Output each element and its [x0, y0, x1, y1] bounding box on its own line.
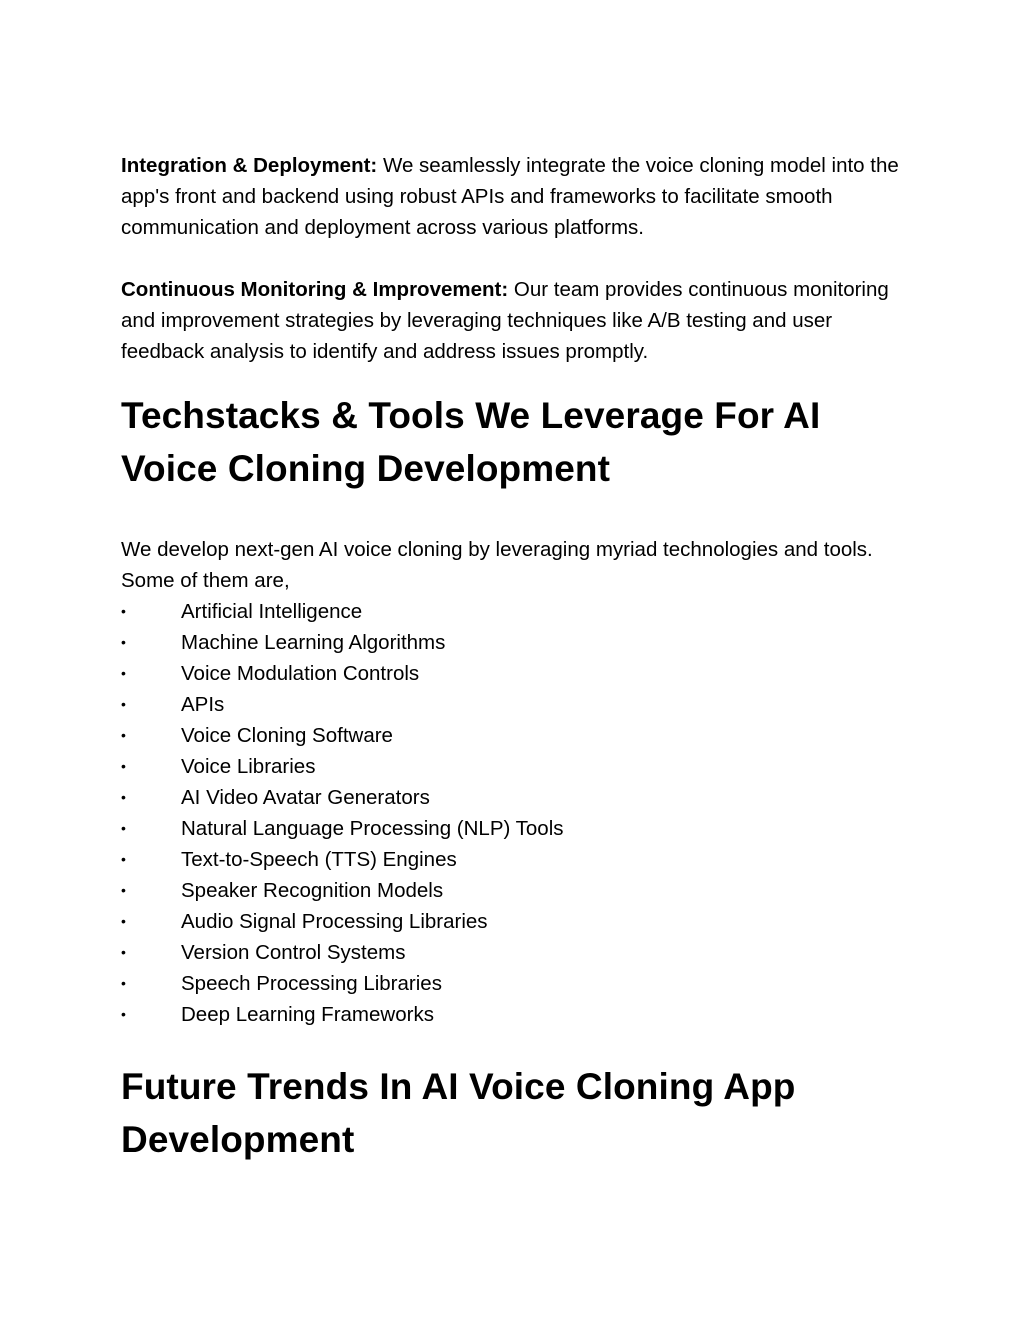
- monitoring-label: Continuous Monitoring & Improvement:: [121, 278, 509, 301]
- list-item: [121, 720, 911, 751]
- list-item-label: Speech Processing Libraries: [181, 972, 442, 995]
- list-item-label: Audio Signal Processing Libraries: [181, 910, 488, 933]
- list-item-label: APIs: [181, 693, 225, 716]
- list-item: [121, 751, 911, 782]
- list-item: [121, 782, 911, 813]
- list-item-label: Text-to-Speech (TTS) Engines: [181, 848, 457, 871]
- list-item: [121, 999, 911, 1030]
- bullet-icon: •: [121, 603, 126, 619]
- list-item: [121, 627, 911, 658]
- list-item: [121, 689, 911, 720]
- techstack-list: [121, 596, 911, 1030]
- bullet-icon: •: [121, 758, 126, 774]
- list-item-label: AI Video Avatar Generators: [181, 786, 430, 809]
- integration-label: Integration & Deployment:: [121, 154, 378, 177]
- bullet-icon: •: [121, 975, 126, 991]
- monitoring-text: Our team provides continuous monitoring and improvement strategies by leveraging techniques like A/B testing and user feedback analysis to identify and address issues promptly.: [121, 278, 889, 363]
- list-item-label: Voice Modulation Controls: [181, 662, 420, 685]
- list-item: [121, 658, 911, 689]
- list-item-label: Voice Cloning Software: [181, 724, 393, 747]
- list-item: [121, 937, 911, 968]
- list-item: [121, 813, 911, 844]
- list-item: [121, 844, 911, 875]
- bullet-icon: •: [121, 727, 126, 743]
- bullet-icon: •: [121, 820, 126, 836]
- techstack-intro: We develop next-gen AI voice cloning by leveraging myriad technologies and tools. Some of them are,: [121, 538, 873, 592]
- list-item: [121, 875, 911, 906]
- monitoring-paragraph: [121, 274, 911, 367]
- list-item: [121, 968, 911, 999]
- bullet-icon: •: [121, 944, 126, 960]
- list-item-label: Version Control Systems: [181, 941, 406, 964]
- bullet-icon: •: [121, 789, 126, 805]
- future-heading: Future Trends In AI Voice Cloning App Development: [121, 1066, 796, 1160]
- bullet-icon: •: [121, 851, 126, 867]
- integration-paragraph: [121, 150, 911, 243]
- bullet-icon: •: [121, 665, 126, 681]
- list-item-label: Natural Language Processing (NLP) Tools: [181, 817, 564, 840]
- bullet-icon: •: [121, 913, 126, 929]
- bullet-icon: •: [121, 696, 126, 712]
- list-item-label: Deep Learning Frameworks: [181, 1003, 434, 1026]
- document-page: [121, 150, 911, 1166]
- list-item: [121, 596, 911, 627]
- list-item-label: Machine Learning Algorithms: [181, 631, 446, 654]
- list-item-label: Voice Libraries: [181, 755, 316, 778]
- list-item-label: Speaker Recognition Models: [181, 879, 444, 902]
- techstack-heading: Techstacks & Tools We Leverage For AI Voice Cloning Development: [121, 395, 821, 489]
- integration-text: We seamlessly integrate the voice cloning model into the app's front and backend using robust APIs and frameworks to facilitate smooth communication and deployment across various platforms.: [121, 154, 899, 239]
- list-item: [121, 906, 911, 937]
- bullet-icon: •: [121, 1006, 126, 1022]
- bullet-icon: •: [121, 882, 126, 898]
- list-item-label: Artificial Intelligence: [181, 600, 363, 623]
- bullet-icon: •: [121, 634, 126, 650]
